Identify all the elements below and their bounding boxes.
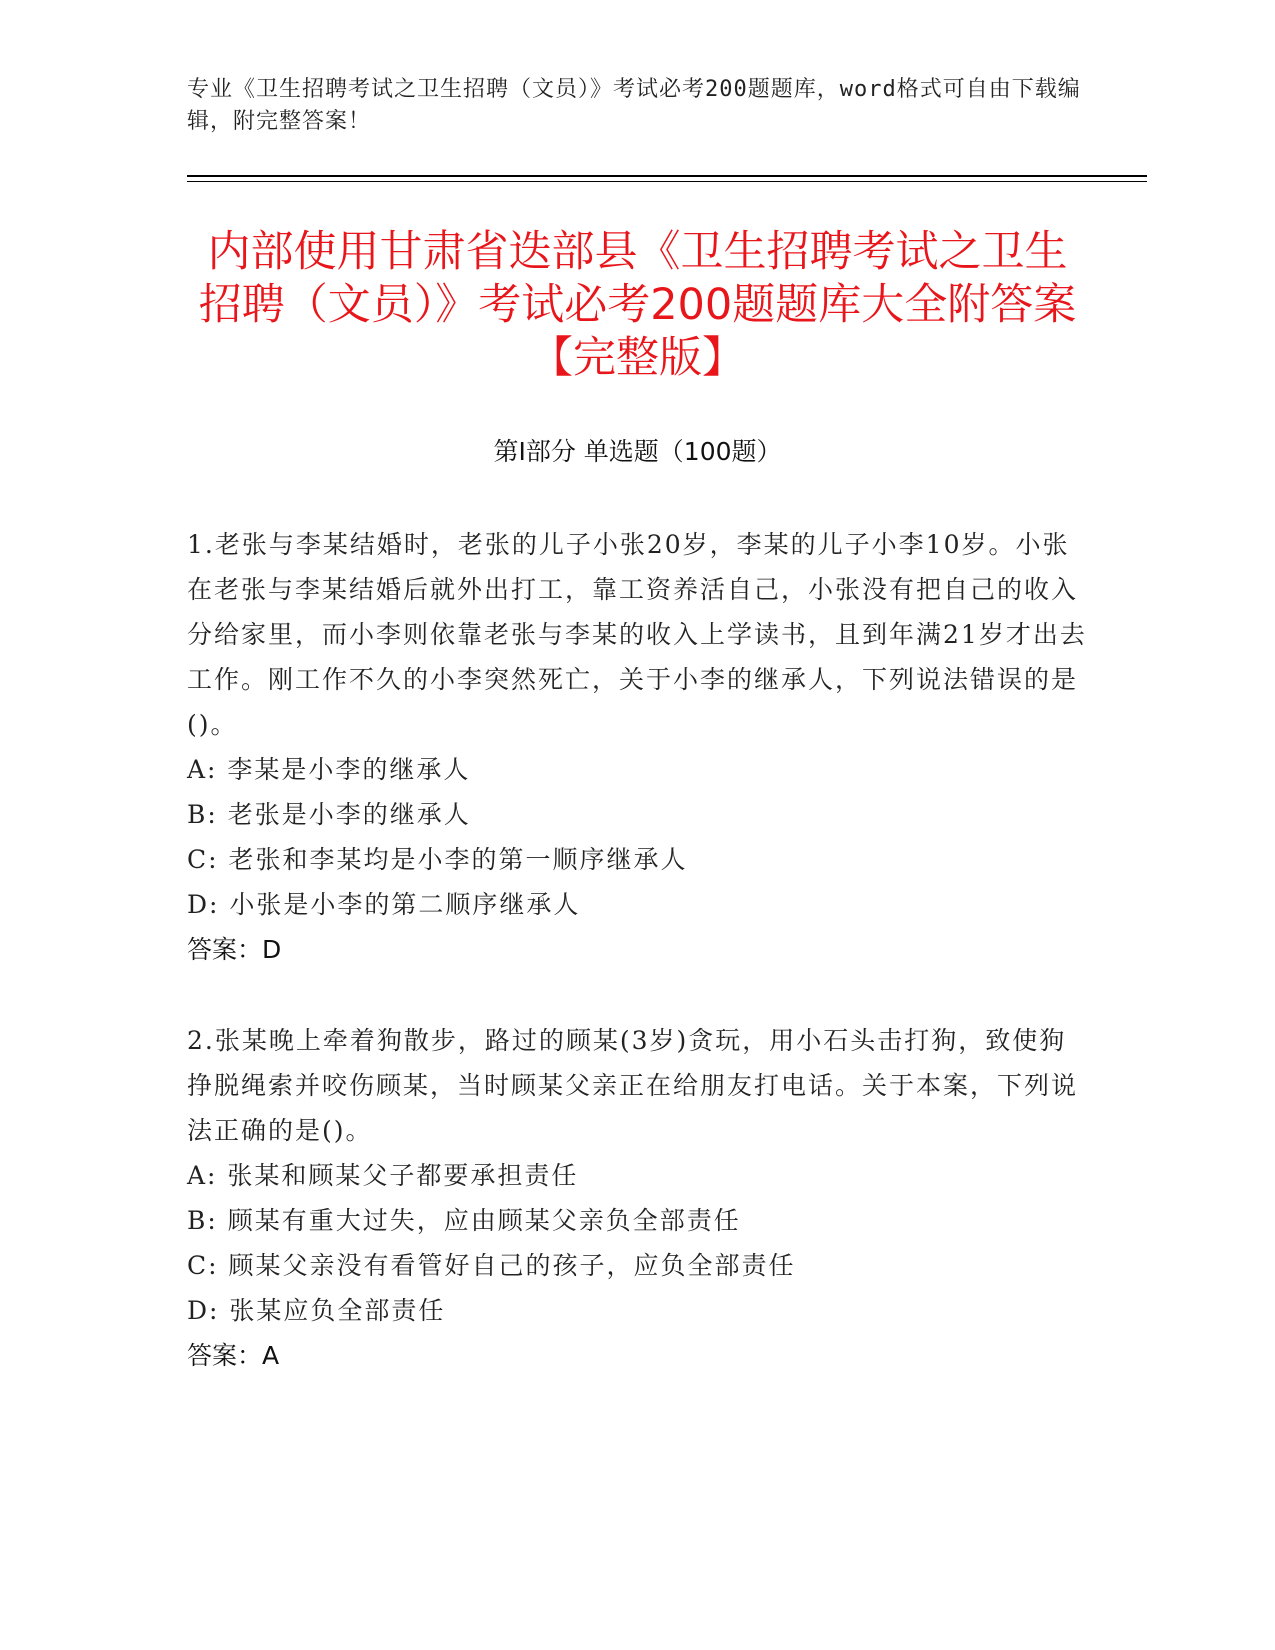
option-d: D: 小张是小李的第二顺序继承人 (187, 890, 581, 919)
header-rule-thick (187, 175, 1147, 177)
option-b: B: 老张是小李的继承人 (187, 800, 471, 829)
option-a: A: 张某和顾某父子都要承担责任 (187, 1161, 579, 1190)
option-c: C: 老张和李某均是小李的第一顺序继承人 (187, 845, 688, 874)
header-note: 专业《卫生招聘考试之卫生招聘（文员）》考试必考200题题库，word格式可自由下载编辑，附完整答案！ (187, 77, 1081, 134)
option-a: A: 李某是小李的继承人 (187, 755, 471, 784)
header-rule-thin (187, 181, 1147, 182)
answer: 答案：D (187, 935, 282, 964)
option-c: C: 顾某父亲没有看管好自己的孩子，应负全部责任 (187, 1251, 796, 1280)
option-d: D: 张某应负全部责任 (187, 1296, 446, 1325)
question-2 (187, 1018, 1087, 1378)
section-title: 第Ⅰ部分 单选题（100题） (493, 437, 782, 466)
option-b: B: 顾某有重大过失，应由顾某父亲负全部责任 (187, 1206, 741, 1235)
question-stem: 2.张某晚上牵着狗散步，路过的顾某(3岁)贪玩，用小石头击打狗，致使狗挣脱绳索并咬伤顾某，当时顾某父亲正在给朋友打电话。关于本案，下列说法正确的是()。 (187, 1026, 1079, 1145)
question-stem: 1.老张与李某结婚时，老张的儿子小张20岁，李某的儿子小李10岁。小张在老张与李某结婚后就外出打工，靠工资养活自己，小张没有把自己的收入分给家里，而小李则依靠老张与李某的收入上学读书，且到年满21岁才出去工作。刚工作不久的小李突然死亡，关于小李的继承人，下列说法错误的是()。 (187, 530, 1087, 739)
document-title: 内部使用甘肃省迭部县《卫生招聘考试之卫生招聘（文员）》考试必考200题题库大全附答案【完整版】 (198, 227, 1077, 383)
question-1 (187, 522, 1087, 972)
answer: 答案：A (187, 1341, 280, 1370)
